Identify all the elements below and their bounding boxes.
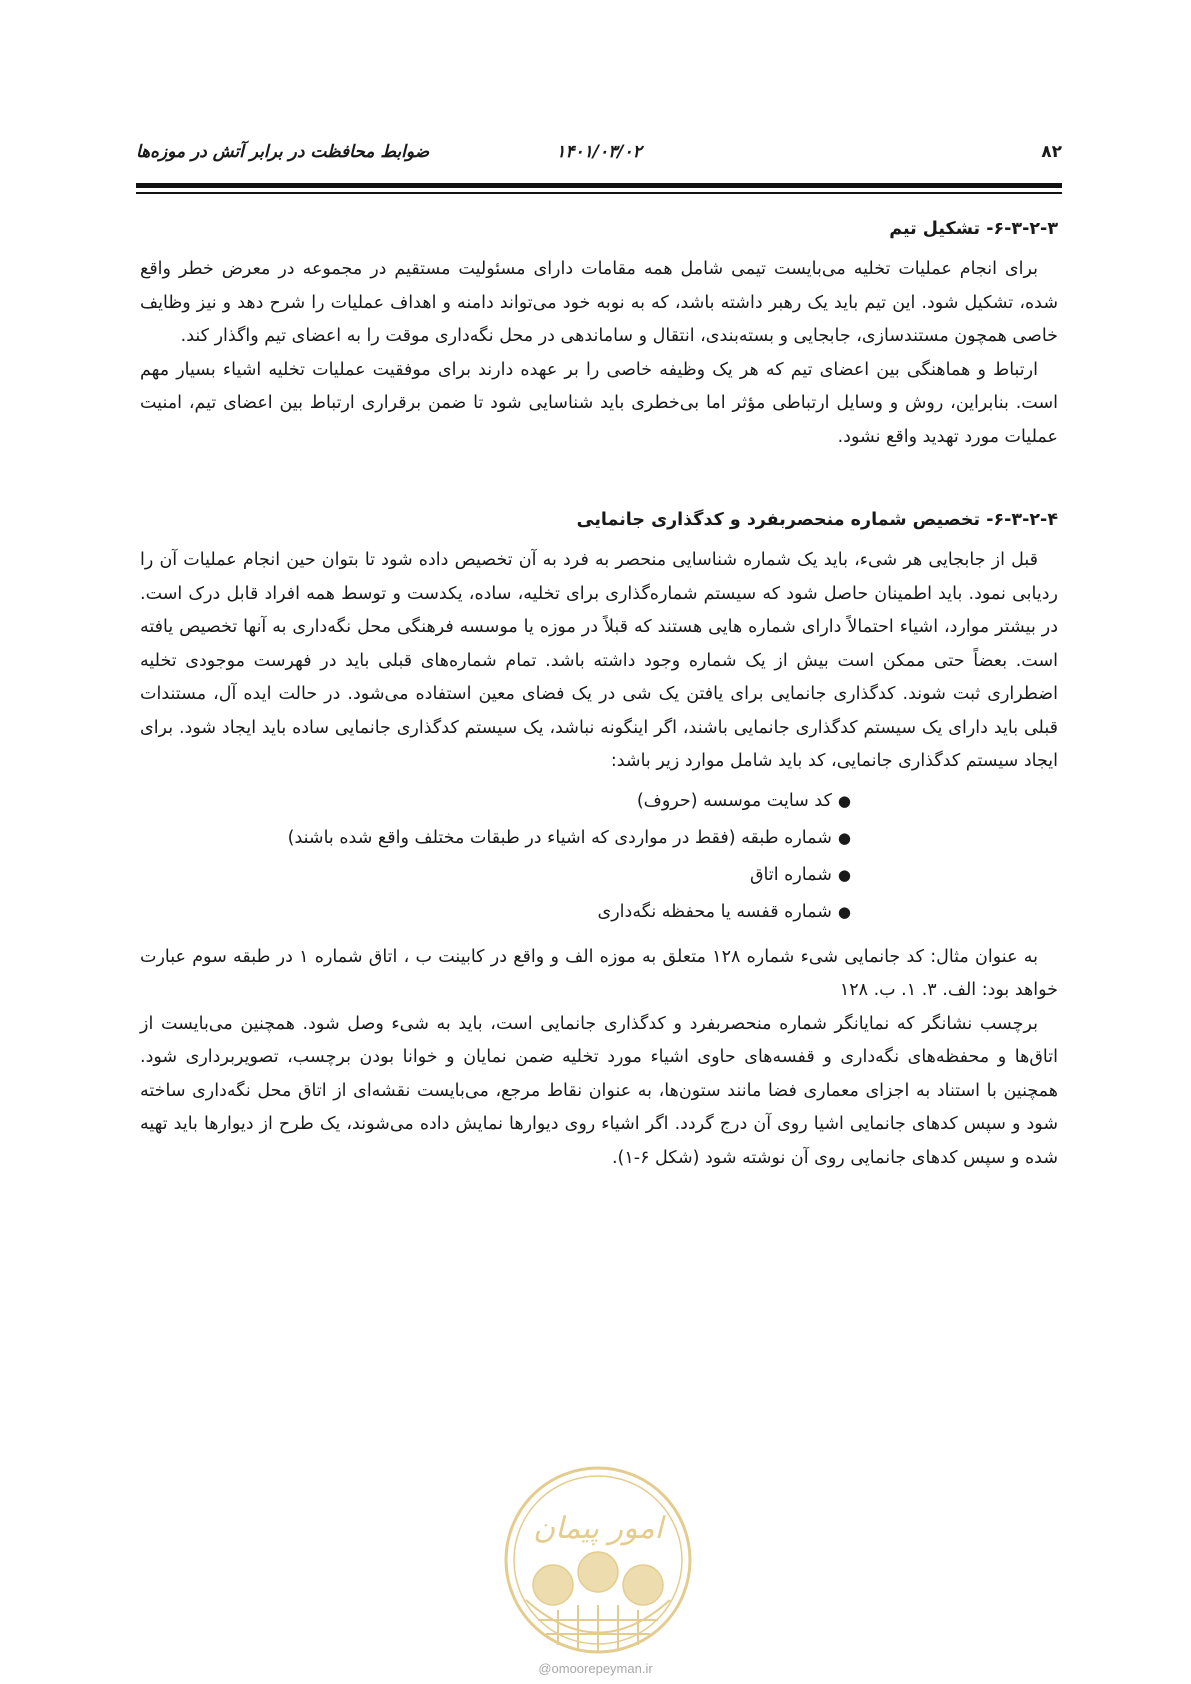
watermark-url: @omoorepeyman.ir — [538, 1661, 653, 1676]
section-heading-coding: ۶-۳-۲-۴- تخصیص شماره منحصربفرد و کدگذاری جانمایی — [576, 510, 1058, 530]
header-date: ۱۴۰۱/۰۳/۰۲ — [556, 142, 642, 162]
watermark-logo — [498, 1460, 698, 1660]
header-rule-thick — [136, 183, 1062, 188]
paragraph: قبل از جابجایی هر شیء، باید یک شماره شناسایی منحصر به فرد به آن تخصیص داده شود تا بتوان حین انجام عملیات آن را ردیابی نمود. باید اطمینان حاصل شود که سیستم شماره‌گذاری برای تخلیه، ساده، یکدست و توسط همه افراد قابل درک است. در بیشتر موارد، اشیاء احتمالاً دارای شماره هایی هستند که قبلاً در موزه یا موسسه فرهنگی محل نگه‌داری به آنها تخصیص یافته است. بعضاً حتی ممکن است بیش از یک شماره وجود داشته باشد. تمام شماره‌های قبلی باید در فهرست موجودی تخلیه اضطراری ثبت شوند. کدگذاری جانمایی برای یافتن یک شی در یک فضای معین استفاده می‌شود. در حالت ایده آل، مستندات قبلی باید دارای یک سیستم کدگذاری جانمایی باشند، اگر اینگونه نباشد، یک سیستم کدگذاری جانمایی ساده باید ایجاد شود. برای ایجاد سیستم کدگذاری جانمایی، کد باید شامل موارد زیر باشد: — [140, 550, 1058, 771]
logo-text: امور پیمان — [533, 1511, 663, 1546]
list-item: ●کد سایت موسسه (حروف) — [140, 783, 851, 820]
document-title: ضوابط محافظت در برابر آتش در موزه‌ها — [136, 142, 430, 162]
list-item: ●شماره طبقه (فقط در مواردی که اشیاء در طبقات مختلف واقع شده باشند) — [140, 820, 851, 857]
paragraph: به عنوان مثال: کد جانمایی شیء شماره ۱۲۸ متعلق به موزه الف و واقع در کابینت ب ، اتاق شماره ۱ در طبقه سوم عبارت خواهد بود: الف. ۳. ۱. ب. ۱۲۸ — [140, 946, 1058, 1000]
section-heading-team: ۶-۳-۲-۳- تشکیل تیم — [889, 219, 1058, 239]
page-body — [140, 215, 1058, 1175]
page-number: ۸۲ — [1041, 142, 1062, 162]
paragraph: برچسب نشانگر که نمایانگر شماره منحصربفرد و کدگذاری جانمایی است، باید به شیء وصل شود. همچنین می‌بایست از اتاق‌ها و محفظه‌های نگه‌داری و قفسه‌های حاوی اشیاء مورد تخلیه ضمن نمایان و خوانا بودن برچسب، تصویربرداری شود. همچنین با استناد به اجزای معماری فضا مانند ستون‌ها، به عنوان نقاط مرجع، می‌بایست نقشه‌ای از اتاق محل نگه‌داری ساخته شود و سپس کدهای جانمایی اشیا روی آن درج گردد. اگر اشیاء روی دیوارها نمایش داده می‌شوند، یک طرح از دیوارها باید تهیه شده و سپس کدهای جانمایی روی آن نوشته شود (شکل ۶-۱). — [140, 1013, 1058, 1168]
bullet-icon: ● — [837, 902, 851, 921]
bullet-list — [140, 783, 1058, 931]
header-rule-thin — [136, 192, 1062, 194]
bullet-icon: ● — [837, 865, 851, 884]
page-header — [136, 136, 1062, 166]
paragraph: برای انجام عملیات تخلیه می‌بایست تیمی شامل همه مقامات دارای مسئولیت مستقیم در مجموعه در معرض خطر واقع شده، تشکیل شود. این تیم باید یک رهبر داشته باشد، که به نوبه خود می‌تواند دامنه و اهداف عملیات را شرح دهد و نیز وظایف خاصی همچون مستندسازی، جابجایی و بسته‌بندی، انتقال و ساماندهی در محل نگه‌داری موقت را به اعضای تیم واگذار کند. — [140, 259, 1058, 346]
bullet-icon: ● — [837, 791, 851, 810]
bullet-icon: ● — [837, 828, 851, 847]
list-item: ●شماره قفسه یا محفظه نگه‌داری — [140, 894, 851, 931]
list-item: ●شماره اتاق — [140, 857, 851, 894]
paragraph: ارتباط و هماهنگی بین اعضای تیم که هر یک وظیفه خاصی را بر عهده دارند برای موفقیت عملیات تخلیه اشیاء بسیار مهم است. بنابراین، روش و وسایل ارتباطی مؤثر اما بی‌خطری باید شناسایی شود تا ضمن برقراری ارتباط بین اعضای تیم، امنیت عملیات مورد تهدید واقع نشود. — [140, 359, 1058, 447]
